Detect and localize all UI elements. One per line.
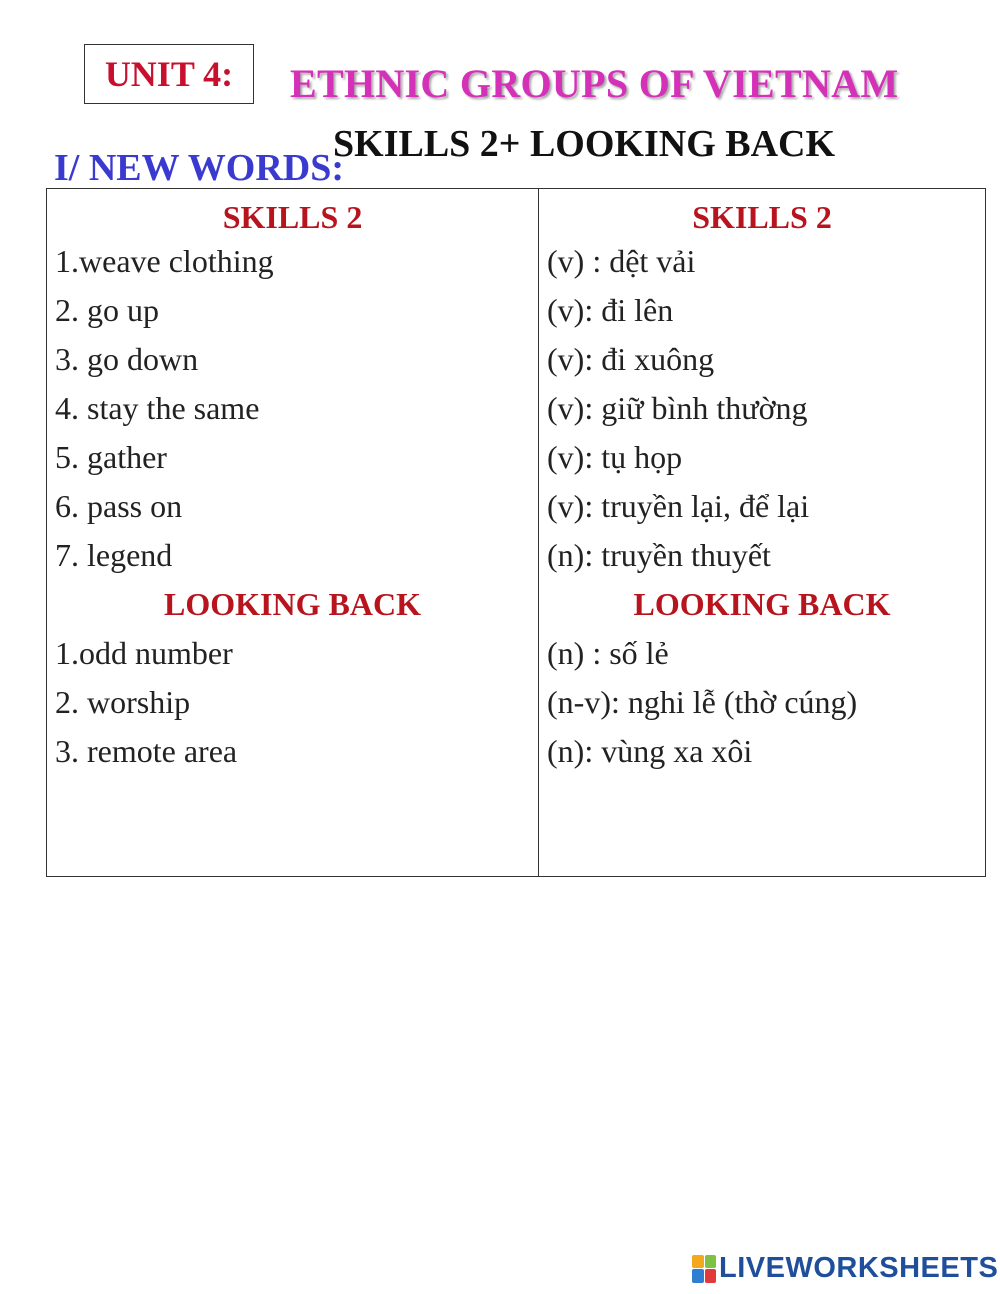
list-item: (v): truyền lại, để lại <box>547 488 810 524</box>
list-item: 4. stay the same <box>55 390 260 426</box>
list-item: 3. remote area <box>55 733 238 769</box>
logo-text: LIVEWORKSHEETS <box>719 1252 999 1284</box>
logo-square <box>692 1269 704 1283</box>
logo-icon <box>692 1255 716 1283</box>
list-item: (v): tụ họp <box>547 439 683 475</box>
looking-back-heading: LOOKING BACK <box>164 586 421 622</box>
list-item: 2. worship <box>55 684 191 720</box>
table-row <box>47 189 986 877</box>
skills-heading: SKILLS 2 <box>222 199 363 235</box>
list-item: (n): vùng xa xôi <box>547 733 753 769</box>
vietnamese-column <box>539 189 986 877</box>
skills-heading: SKILLS 2 <box>692 199 832 235</box>
list-item: (v): giữ bình thường <box>547 390 808 426</box>
list-item: 5. gather <box>55 439 167 475</box>
logo-square <box>705 1269 717 1283</box>
list-item: 1.weave clothing <box>55 243 274 279</box>
list-item: (v) : dệt vải <box>547 243 696 279</box>
list-item: 2. go up <box>55 292 159 328</box>
list-item: (n) : số lẻ <box>547 635 669 671</box>
list-item: 3. go down <box>55 341 199 377</box>
unit-label-box <box>84 44 254 104</box>
liveworksheets-logo <box>692 1252 998 1285</box>
vocabulary-table <box>46 188 986 877</box>
list-item: (v): đi xuông <box>547 341 715 377</box>
list-item: (n-v): nghi lễ (thờ cúng) <box>547 684 858 720</box>
section-heading: I/ NEW WORDS: <box>54 147 344 189</box>
list-item: (n): truyền thuyết <box>547 537 771 573</box>
list-item: (v): đi lên <box>547 292 674 328</box>
list-item: 7. legend <box>55 537 173 573</box>
page-title: ETHNIC GROUPS OF VIETNAM <box>290 61 899 106</box>
list-item: 6. pass on <box>55 488 183 524</box>
unit-label: UNIT 4: <box>104 54 234 94</box>
english-column <box>47 189 539 877</box>
logo-square <box>705 1255 717 1269</box>
list-item: 1.odd number <box>55 635 233 671</box>
page-subtitle: SKILLS 2+ LOOKING BACK <box>333 123 836 165</box>
logo-square <box>692 1255 704 1269</box>
looking-back-heading: LOOKING BACK <box>633 586 891 622</box>
